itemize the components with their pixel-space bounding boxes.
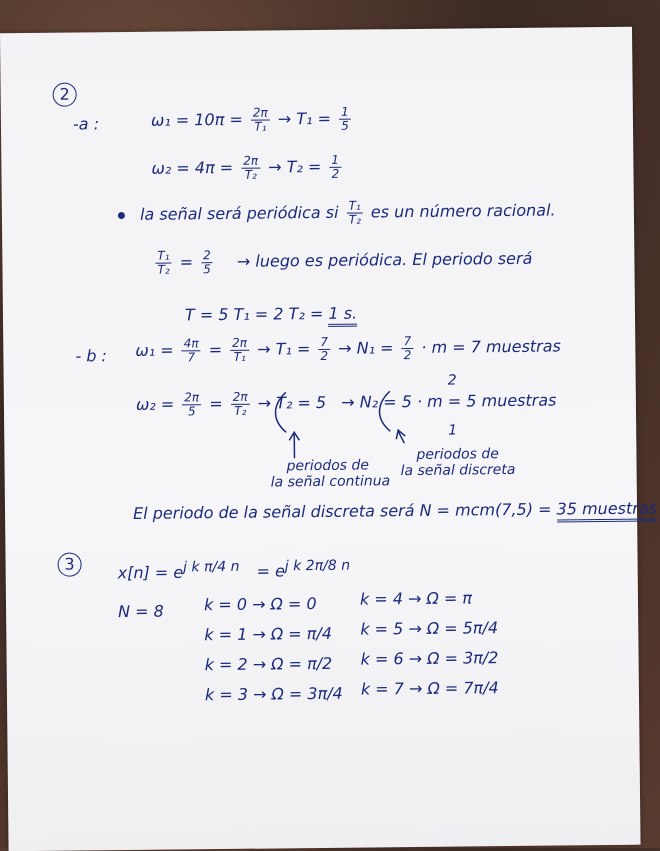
ratio2-den: T₂ [157, 262, 170, 277]
k-value: k = 2 [204, 654, 248, 675]
signal-eq: = e [256, 561, 285, 581]
signal-left: x[n] = e [117, 562, 184, 583]
w2-left: ω₂ = 4π = [151, 157, 234, 178]
exp2: j k 2π/8 n [284, 557, 351, 575]
part-a-w1-line [151, 106, 354, 135]
note-continuous-1: periodos de [286, 457, 370, 475]
w2-result: → T₂ = [268, 156, 322, 177]
b-w2-eq: = [209, 393, 223, 414]
b-w2-num: 2π [231, 391, 250, 405]
b-w1-left: ω₁ = [135, 340, 174, 360]
w1-res-num: 1 [339, 106, 351, 120]
period-value: 1 s. [328, 304, 357, 327]
conclusion-text: → luego es periódica. El periodo será [236, 248, 533, 271]
note-continuous-2: la señal continua [270, 473, 391, 491]
final-text: El periodo de la señal discreta será N = mcm(7,5) = [132, 499, 552, 523]
b-w2-frac [182, 391, 201, 418]
w2-fraction [241, 155, 260, 182]
w1-left: ω₁ = 10π = [150, 109, 243, 130]
ratio2-val-den: 5 [203, 262, 211, 277]
omega-row-5 [360, 618, 498, 649]
periodicity-statement [118, 198, 556, 230]
ratio2-fraction [155, 250, 171, 277]
ratio-line [152, 246, 532, 277]
b-w1-period-frac [230, 337, 249, 364]
omega-value: → Ω = 0 [252, 594, 317, 614]
b-w1-res-frac [318, 336, 330, 363]
omega-row-6 [360, 648, 498, 679]
ratio-num: T₁ [346, 200, 362, 214]
m1-value: 2 [447, 372, 457, 389]
w1-result: → T₁ = [277, 108, 332, 129]
w1-den: T₁ [254, 119, 267, 134]
period-eq: T = 5 T₁ = 2 T₂ = [184, 303, 324, 325]
omega-value: → Ω = π/2 [252, 653, 333, 674]
period-line [185, 304, 357, 325]
signal-definition [118, 558, 351, 583]
k-value: k = 3 [204, 684, 249, 705]
k-value: k = 5 [360, 619, 404, 639]
w1-res-den: 5 [341, 118, 349, 133]
ratio2-num: T₁ [155, 250, 171, 264]
omega-row-3 [205, 684, 343, 715]
ratio-den: T₂ [348, 212, 361, 227]
part-a-label: -a : [72, 114, 100, 134]
problem-3-number: 3 [57, 552, 81, 576]
ratio2-val-num: 2 [201, 249, 213, 263]
b-n1-den: 2 [403, 348, 412, 363]
bullet-icon [118, 212, 125, 219]
omega-list-left [204, 594, 343, 715]
b-n1: → N₁ = [338, 338, 394, 358]
b-w1-frac [182, 337, 201, 364]
b-w2-period-frac [231, 391, 250, 418]
omega-row-2 [205, 654, 343, 685]
b-w2-frac-num: 2π [182, 391, 201, 405]
b-w2-left: ω₂ = [135, 394, 175, 414]
omega-value: → Ω = 3π/4 [252, 683, 343, 704]
w2-num: 2π [241, 155, 260, 169]
note-discrete-2: la señal discreta [400, 461, 516, 480]
ratio2-value [201, 249, 213, 276]
b-w1-frac-num: 4π [182, 337, 201, 351]
statement-end: es un número racional. [370, 200, 556, 222]
omega-row-7 [361, 678, 499, 709]
w2-result-fraction [329, 154, 341, 181]
w1-num: 2π [251, 106, 270, 120]
b-w1-den: T₁ [233, 349, 246, 364]
statement-text: la señal será periódica si [139, 202, 339, 224]
omega-value: → Ω = π [407, 588, 473, 609]
k-value: k = 6 [360, 649, 404, 669]
ratio2-eq: = [179, 252, 194, 272]
b-w1-eq: = [208, 340, 223, 360]
part-b-label: - b : [75, 346, 107, 366]
b-w1-res-num: 7 [318, 336, 330, 350]
b-n1-end: · m = 7 muestras [421, 336, 561, 357]
omega-row-1 [204, 624, 342, 655]
omega-value: → Ω = 5π/4 [408, 618, 499, 639]
N-value: N = 8 [117, 601, 164, 622]
final-line [133, 498, 657, 522]
k-value: k = 4 [359, 589, 404, 609]
part-b-w1-line [135, 333, 561, 364]
w2-res-num: 1 [329, 154, 341, 168]
k-value: k = 0 [203, 594, 248, 615]
w2-den: T₂ [244, 167, 257, 182]
final-value: 35 muestras [556, 498, 657, 522]
m2-value: 1 [448, 422, 458, 439]
b-w2-den: T₂ [234, 403, 247, 418]
b-w2-frac-den: 5 [187, 404, 196, 419]
omega-row-0 [204, 594, 342, 625]
omega-row-4 [360, 588, 498, 619]
b-n1-frac [401, 335, 413, 362]
omega-value: → Ω = 3π/2 [408, 648, 499, 669]
b-n2: → N₂ = 5 · m = 5 muestras [341, 390, 557, 412]
w1-fraction [251, 106, 270, 133]
exp1: j k π/4 n [183, 558, 240, 576]
k-value: k = 1 [204, 624, 248, 645]
w2-res-den: 2 [331, 166, 340, 181]
b-n1-num: 7 [401, 335, 413, 349]
b-w1-res-den: 2 [320, 348, 329, 363]
w1-result-fraction [339, 106, 351, 133]
b-w1-num: 2π [230, 337, 249, 351]
notebook-page [0, 27, 658, 851]
omega-value: → Ω = 7π/4 [408, 678, 499, 699]
omega-list-right [360, 588, 499, 709]
ratio-fraction [346, 200, 362, 227]
note-discrete-1: periodos de [416, 446, 499, 463]
k-value: k = 7 [360, 679, 405, 699]
b-w1-result: → T₁ = [257, 339, 311, 359]
b-w2-result: → T₂ = 5 [257, 392, 327, 413]
problem-2-number: 2 [53, 83, 77, 107]
part-a-w2-line [151, 154, 344, 183]
omega-value: → Ω = π/4 [252, 623, 333, 644]
b-w1-frac-den: 7 [187, 350, 196, 365]
